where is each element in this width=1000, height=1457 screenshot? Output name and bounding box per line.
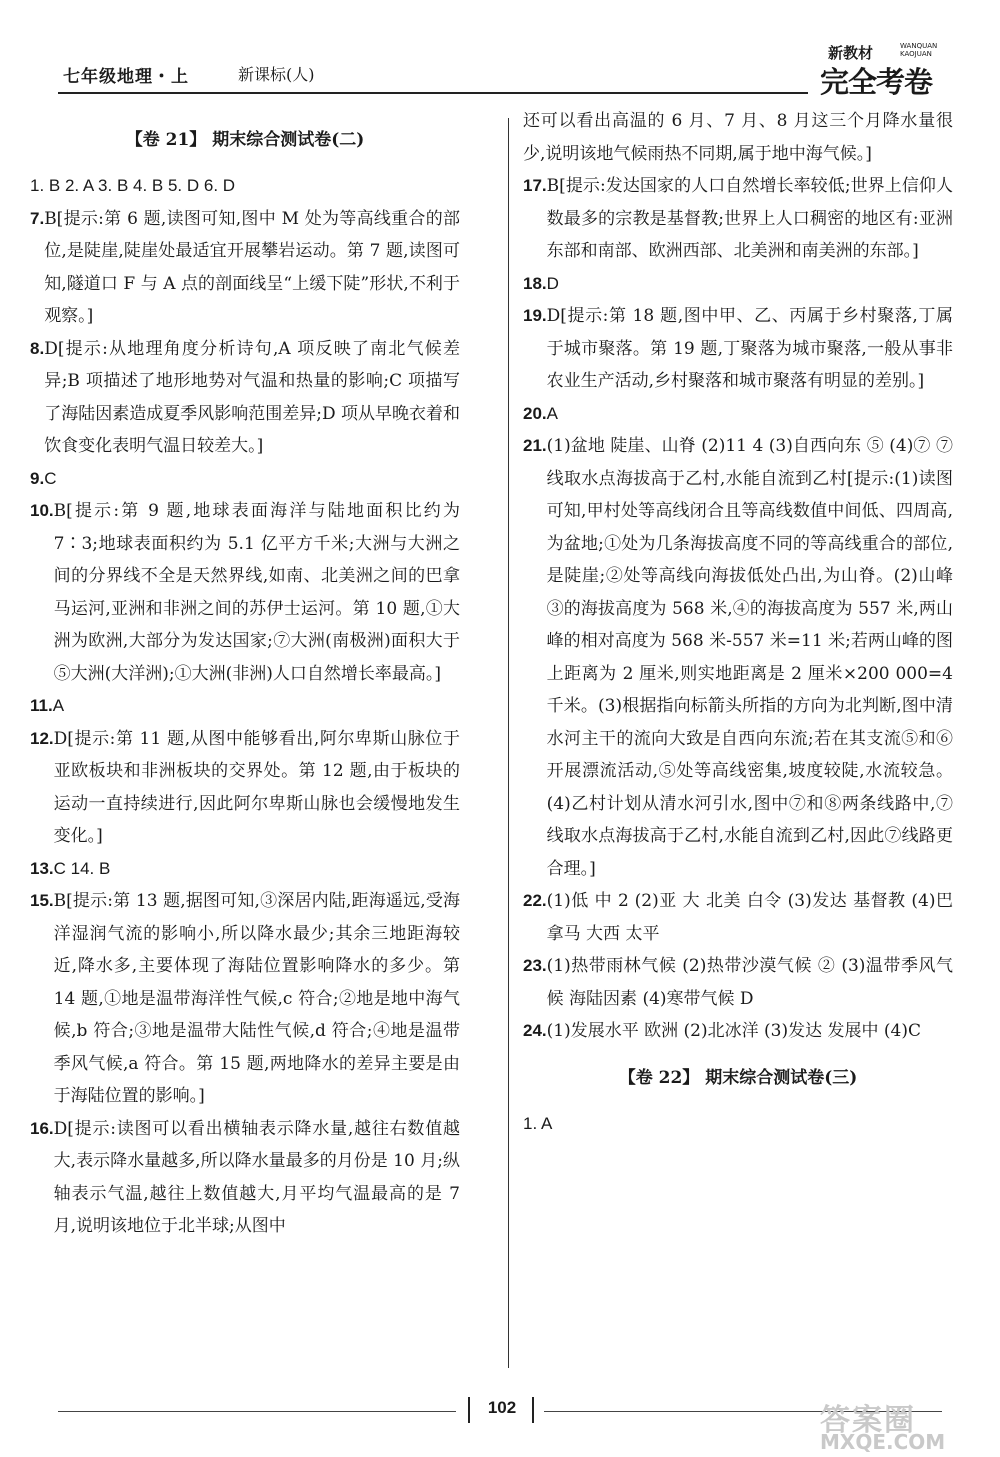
book-subject: 七年级地理・上 [63, 67, 189, 87]
answer-text: B[提示:第 9 题,地球表面海洋与陆地面积比约为 7∶3;地球表面积约为 5.1 亿平方千米;大洲与大洲之间的分界线不全是天然界线,如南、北美洲之间的巴拿马运河,亚洲和非洲之间的苏伊士运河。第 10 题,①大洲为欧洲,大部分为发达国家;⑦大洲(南极洲)面积大于⑤大洲(大洋洲);①大洲(非洲)人口自然增长率最高。] [53, 501, 460, 684]
answer-number: 12. [30, 728, 54, 748]
brand-small: 新教材 [828, 44, 874, 62]
answer-number: 23. [523, 956, 547, 975]
answer-number: 9. [30, 468, 45, 488]
answer-number: 10. [30, 501, 54, 520]
watermark-en: MXQE.COM [820, 1430, 946, 1454]
answer-text: B[提示:发达国家的人口自然增长率较低;世界上信仰人数最多的宗教是基督教;世界上人口稠密的地区有:亚洲东部和南部、欧洲西部、北美洲和南美洲的东部。] [546, 176, 953, 261]
answer-item [30, 333, 460, 463]
answer-item [30, 495, 460, 690]
answer-item [30, 463, 460, 496]
answer-item [523, 300, 953, 398]
answer-number: 15. [30, 891, 54, 910]
answer-text: A [52, 696, 65, 715]
answer-item [30, 690, 460, 723]
answer-text: C 14. B [53, 858, 111, 878]
watermark [805, 1395, 975, 1453]
answer-item [30, 723, 460, 853]
answer-text: D [546, 273, 559, 293]
answer-number: 8. [30, 338, 45, 358]
answer-item [523, 950, 953, 1015]
answer-number: 17. [523, 176, 547, 195]
watermark-cn: 答案圈 [820, 1403, 916, 1438]
footer-rule-left [58, 1411, 456, 1412]
answer-text: D[提示:第 11 题,从图中能够看出,阿尔卑斯山脉位于亚欧板块和非洲板块的交界处。第 12 题,由于板块的运动一直持续进行,因此阿尔卑斯山脉也会缓慢地发生变化。] [53, 728, 460, 846]
answer-item [30, 203, 460, 333]
section-title-21: 【卷 21】 期末综合测试卷(二) [125, 130, 365, 150]
answer-16-continuation: 还可以看出高温的 6 月、7 月、8 月这三个月降水量很少,说明该地气候雨热不同期,属于地中海气候。] [523, 111, 953, 164]
answer-item [523, 430, 953, 885]
answer-text: D[提示:读图可以看出横轴表示降水量,越往右数值越大,表示降水量越多,所以降水量最多的月份是 10 月;纵轴表示气温,越往上数值越大,月平均气温最高的是 7 月,说明该地位于北半球;从图中 [53, 1118, 460, 1236]
answer-item [30, 885, 460, 1113]
right-answer-list [523, 170, 953, 1048]
left-column [30, 110, 460, 1243]
header-rule [58, 92, 808, 94]
answer-item [30, 170, 460, 203]
answer-text: (1)热带雨林气候 (2)热带沙漠气候 ② (3)温带季风气候 海陆因素 (4)寒带气候 D [546, 956, 953, 1009]
answer-text: 1. A [523, 1113, 553, 1133]
answer-number: 24. [523, 1021, 547, 1040]
left-answer-list [30, 170, 460, 1243]
answer-item [30, 1113, 460, 1243]
answer-text: A [546, 403, 558, 423]
answer-text: C [44, 468, 57, 488]
book-edition: 新课标(人) [238, 65, 315, 84]
answer-number: 16. [30, 1118, 54, 1138]
right-column [523, 105, 953, 1140]
brand-logo [820, 40, 948, 100]
answer-text: D[提示:第 18 题,图中甲、乙、丙属于乡村聚落,丁属于城市聚落。第 19 题,丁聚落为城市聚落,一般从事非农业生产活动,乡村聚落和城市聚落有明显的差别。] [546, 306, 953, 391]
answer-text: (1)发展水平 欧洲 (2)北冰洋 (3)发达 发展中 (4)C [546, 1021, 921, 1041]
answer-text: B[提示:第 6 题,读图可知,图中 M 处为等高线重合的部位,是陡崖,陡崖处最适宜开展攀岩运动。第 7 题,读图可知,隧道口 F 与 A 点的剖面线呈“上缓下陡”形状,不利于观察。] [44, 208, 460, 326]
section-title-22: 【卷 22】 期末综合测试卷(三) [618, 1067, 858, 1088]
page-number: 102 [487, 1398, 517, 1417]
answer-number: 11. [30, 696, 53, 715]
footer-bar-right [532, 1397, 534, 1423]
answer-text: D[提示:从地理角度分析诗句,A 项反映了南北气候差异;B 项描述了地形地势对气温和热量的影响;C 项描写了海陆因素造成夏季风影响范围差异;D 项从早晚衣着和饮食变化表明气温日较差大。] [44, 338, 460, 456]
answer-item [523, 1015, 953, 1048]
answer-text: B[提示:第 13 题,据图可知,③深居内陆,距海遥远,受海洋湿润气流的影响小,所以降水最少;其余三地距海较近,降水多,主要体现了海陆位置影响降水的多少。第 14 题,①地是温带海洋性气候,c 符合;②地是地中海气候,b 符合;③地是温带大陆性气候,d 符合;④地是温带季风气候,a 符合。第 15 题,两地降水的差异主要是由于海陆位置的影响。] [53, 891, 460, 1106]
answer-item [523, 398, 953, 431]
answer-text: (1)盆地 陡崖、山脊 (2)11 4 (3)自西向东 ⑤ (4)⑦ ⑦线取水点海拔高于乙村,水能自流到乙村[提示:(1)读图可知,甲村处等高线闭合且等高线数值中间低、四周高,为盆地;①处为几条海拔高度不同的等高线重合的部位,是陡崖;②处等高线向海拔低处凸出,为山脊。(2)山峰③的海拔高度为 568 米,④的海拔高度为 557 米,两山峰的相对高度为 568 米-557 米=11 米;若两山峰的图上距离为 2 厘米,则实地距离是 2 厘米×200 000=4 千米。(3)根据指向标箭头所指的方向为北判断,图中清水河主干的流向大致是自西向东流;若在其支流⑤和⑥开展漂流活动,⑤处等高线密集,坡度较陡,水流较急。(4)乙村计划从清水河引水,图中⑦和⑧两条线路中,⑦线取水点海拔高于乙村,水能自流到乙村,因此⑦线路更合理。] [546, 436, 953, 879]
answer-number: 18. [523, 273, 547, 293]
answer-text: 1. B 2. A 3. B 4. B 5. D 6. D [30, 176, 236, 195]
answer-text: (1)低 中 2 (2)亚 大 北美 白令 (3)发达 基督教 (4)巴拿马 大西 太平 [546, 891, 953, 944]
answer-number: 19. [523, 306, 547, 325]
column-divider [508, 118, 509, 1368]
footer-bar-left [468, 1397, 470, 1423]
answer-item [523, 170, 953, 268]
answer-number: 21. [523, 436, 547, 455]
brand-pinyin: WANQUAN KAOJUAN [900, 42, 938, 58]
answer-number: 22. [523, 891, 547, 910]
answer-number: 7. [30, 208, 45, 228]
answer-number: 20. [523, 403, 547, 423]
answer-item [30, 853, 460, 886]
answer-item [523, 268, 953, 301]
brand-title: 完全考卷 [820, 65, 933, 99]
answer-item [523, 1108, 953, 1141]
page-header [58, 40, 948, 102]
answer-number: 13. [30, 858, 54, 878]
answer-item [523, 885, 953, 950]
